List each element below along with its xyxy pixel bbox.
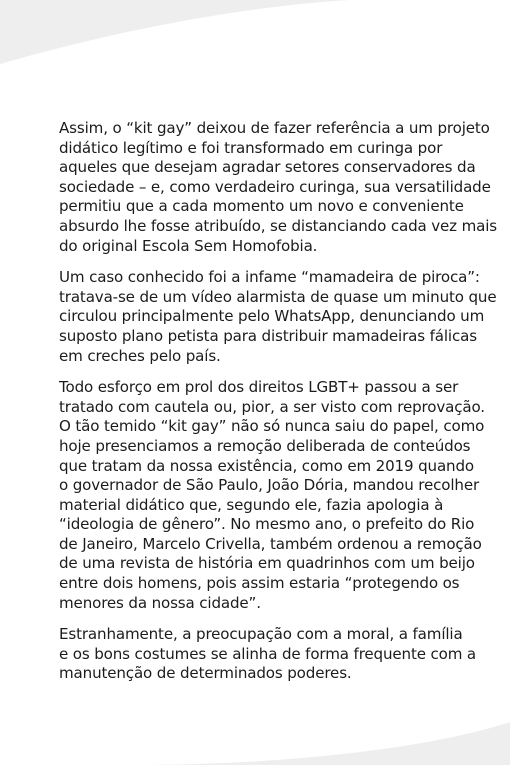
text-line: O tão temido “kit gay” não só nunca saiu do papel, como: [59, 417, 485, 436]
text-line: tratado com cautela ou, pior, a ser visto com reprovação.: [59, 397, 485, 416]
text-line: permitiu que a cada momento um novo e conveniente: [59, 197, 464, 216]
text-line: Estranhamente, a preocupação com a moral, a família: [59, 625, 463, 644]
text-line: de uma revista de história em quadrinhos com um beijo: [59, 554, 475, 573]
text-line: menores da nossa cidade”.: [59, 593, 261, 612]
paragraph: [59, 378, 485, 613]
text-line: em creches pelo país.: [59, 346, 221, 365]
text-line: e os bons costumes se alinha de forma frequente com a: [59, 644, 477, 663]
text-line: didático legítimo e foi transformado em curinga por: [59, 138, 443, 157]
text-line: circulou principalmente pelo WhatsApp, denunciando um: [59, 307, 485, 326]
text-line: de Janeiro, Marcelo Crivella, também ordenou a remoção: [59, 534, 482, 553]
text-line: entre dois homens, pois assim estaria “protegendo os: [59, 574, 460, 593]
text-line: aqueles que desejam agradar setores conservadores da: [59, 158, 476, 177]
paragraph: [59, 625, 477, 684]
text-line: o governador de São Paulo, João Dória, mandou recolher: [59, 476, 480, 495]
text-line: sociedade – e, como verdadeiro curinga, sua versatilidade: [59, 177, 491, 196]
text-line: hoje presenciamos a remoção deliberada de conteúdos: [59, 436, 471, 455]
text-line: que tratam da nossa existência, como em 2019 quando: [59, 456, 474, 475]
text-line: suposto plano petista para distribuir mamadeiras fálicas: [59, 326, 477, 345]
text-line: manutenção de determinados poderes.: [59, 664, 352, 683]
body-text: [59, 119, 498, 696]
paragraph: [59, 119, 498, 256]
text-line: Todo esforço em prol dos direitos LGBT+ passou a ser: [59, 378, 459, 397]
text-line: Um caso conhecido foi a infame “mamadeira de piroca”:: [59, 268, 480, 287]
text-line: tratava-se de um vídeo alarmista de quase um minuto que: [59, 287, 497, 306]
text-line: material didático que, segundo ele, fazia apologia à: [59, 495, 444, 514]
text-line: absurdo lhe fosse atribuído, se distanciando cada vez mais: [59, 216, 498, 235]
paragraph: [59, 268, 497, 366]
text-line: do original Escola Sem Homofobia.: [59, 236, 318, 255]
text-line: Assim, o “kit gay” deixou de fazer referência a um projeto: [59, 119, 490, 137]
text-line: “ideologia de gênero”. No mesmo ano, o prefeito do Rio: [59, 515, 475, 534]
